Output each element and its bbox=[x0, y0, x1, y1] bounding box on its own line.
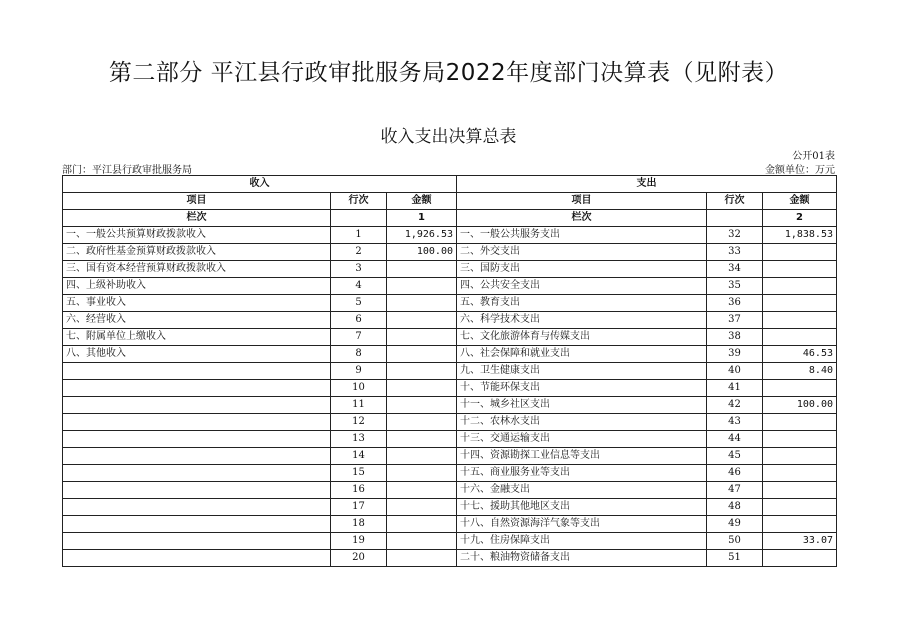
income-row-number: 19 bbox=[331, 533, 387, 550]
table-row bbox=[63, 516, 837, 533]
expense-amount: 1,838.53 bbox=[763, 227, 837, 244]
expense-item: 八、社会保障和就业支出 bbox=[457, 346, 707, 363]
expense-header: 支出 bbox=[457, 176, 837, 193]
expense-amount: 46.53 bbox=[763, 346, 837, 363]
expense-item: 七、文化旅游体育与传媒支出 bbox=[457, 329, 707, 346]
income-row-number: 5 bbox=[331, 295, 387, 312]
income-row-number: 10 bbox=[331, 380, 387, 397]
income-amount bbox=[387, 482, 457, 499]
table-row bbox=[63, 431, 837, 448]
expense-item: 二十、粮油物资储备支出 bbox=[457, 550, 707, 567]
income-row-number: 13 bbox=[331, 431, 387, 448]
income-amount bbox=[387, 278, 457, 295]
income-item-header: 项目 bbox=[63, 193, 331, 210]
expense-amount: 8.40 bbox=[763, 363, 837, 380]
expense-item: 二、外交支出 bbox=[457, 244, 707, 261]
expense-amount bbox=[763, 448, 837, 465]
income-row-number: 2 bbox=[331, 244, 387, 261]
income-row-number: 11 bbox=[331, 397, 387, 414]
income-item: 七、附属单位上缴收入 bbox=[63, 329, 331, 346]
expense-row-number: 34 bbox=[707, 261, 763, 278]
income-item: 八、其他收入 bbox=[63, 346, 331, 363]
income-row-number: 7 bbox=[331, 329, 387, 346]
expense-item: 十四、资源勘探工业信息等支出 bbox=[457, 448, 707, 465]
income-item bbox=[63, 448, 331, 465]
income-item bbox=[63, 516, 331, 533]
income-amount bbox=[387, 295, 457, 312]
income-amount bbox=[387, 431, 457, 448]
income-row-number: 16 bbox=[331, 482, 387, 499]
income-row-number: 6 bbox=[331, 312, 387, 329]
table-row bbox=[63, 533, 837, 550]
expense-index-blank bbox=[707, 210, 763, 227]
income-row-number: 20 bbox=[331, 550, 387, 567]
income-item: 四、上级补助收入 bbox=[63, 278, 331, 295]
column-index-row bbox=[63, 210, 837, 227]
expense-row-number: 45 bbox=[707, 448, 763, 465]
expense-item: 九、卫生健康支出 bbox=[457, 363, 707, 380]
expense-amount bbox=[763, 482, 837, 499]
income-amount bbox=[387, 397, 457, 414]
expense-row-number: 47 bbox=[707, 482, 763, 499]
income-item: 二、政府性基金预算财政拨款收入 bbox=[63, 244, 331, 261]
table-row bbox=[63, 380, 837, 397]
expense-index-label: 栏次 bbox=[457, 210, 707, 227]
income-row-number: 3 bbox=[331, 261, 387, 278]
table-row bbox=[63, 244, 837, 261]
section-header-row bbox=[63, 176, 837, 193]
income-row-number: 9 bbox=[331, 363, 387, 380]
expense-item: 十八、自然资源海洋气象等支出 bbox=[457, 516, 707, 533]
table-row bbox=[63, 227, 837, 244]
expense-row-number: 48 bbox=[707, 499, 763, 516]
table-row bbox=[63, 482, 837, 499]
income-item: 三、国有资本经营预算财政拨款收入 bbox=[63, 261, 331, 278]
income-amount bbox=[387, 550, 457, 567]
expense-row-number: 37 bbox=[707, 312, 763, 329]
table-row bbox=[63, 499, 837, 516]
income-index-blank bbox=[331, 210, 387, 227]
income-amount bbox=[387, 465, 457, 482]
income-amount bbox=[387, 448, 457, 465]
expense-item: 六、科学技术支出 bbox=[457, 312, 707, 329]
expense-row-number: 32 bbox=[707, 227, 763, 244]
expense-row-number: 51 bbox=[707, 550, 763, 567]
expense-item: 十七、援助其他地区支出 bbox=[457, 499, 707, 516]
expense-row-number: 49 bbox=[707, 516, 763, 533]
table-row bbox=[63, 448, 837, 465]
income-col-index: 1 bbox=[387, 210, 457, 227]
table-row bbox=[63, 397, 837, 414]
income-row-number: 4 bbox=[331, 278, 387, 295]
income-item: 五、事业收入 bbox=[63, 295, 331, 312]
expense-amount: 33.07 bbox=[763, 533, 837, 550]
table-row bbox=[63, 295, 837, 312]
expense-item: 十三、交通运输支出 bbox=[457, 431, 707, 448]
income-amount bbox=[387, 414, 457, 431]
income-item bbox=[63, 482, 331, 499]
income-row-number: 8 bbox=[331, 346, 387, 363]
expense-amount bbox=[763, 380, 837, 397]
expense-row-number: 39 bbox=[707, 346, 763, 363]
income-row-header: 行次 bbox=[331, 193, 387, 210]
income-amount bbox=[387, 346, 457, 363]
income-row-number: 15 bbox=[331, 465, 387, 482]
column-header-row bbox=[63, 193, 837, 210]
table-row bbox=[63, 414, 837, 431]
expense-row-number: 44 bbox=[707, 431, 763, 448]
expense-row-number: 40 bbox=[707, 363, 763, 380]
income-item bbox=[63, 397, 331, 414]
income-item bbox=[63, 499, 331, 516]
expense-row-number: 43 bbox=[707, 414, 763, 431]
expense-amount bbox=[763, 261, 837, 278]
expense-item: 三、国防支出 bbox=[457, 261, 707, 278]
expense-amount bbox=[763, 550, 837, 567]
expense-item: 十五、商业服务业等支出 bbox=[457, 465, 707, 482]
income-item bbox=[63, 465, 331, 482]
income-amount bbox=[387, 380, 457, 397]
table-row bbox=[63, 465, 837, 482]
income-amount bbox=[387, 499, 457, 516]
unit-label: 金额单位：万元 bbox=[765, 165, 835, 176]
income-header: 收入 bbox=[63, 176, 457, 193]
expense-amount bbox=[763, 244, 837, 261]
table-row bbox=[63, 363, 837, 380]
income-row-number: 17 bbox=[331, 499, 387, 516]
income-amount bbox=[387, 329, 457, 346]
income-amount bbox=[387, 261, 457, 278]
expense-amount bbox=[763, 295, 837, 312]
income-amount bbox=[387, 516, 457, 533]
expense-item: 十、节能环保支出 bbox=[457, 380, 707, 397]
table-row bbox=[63, 278, 837, 295]
department-label: 部门：平江县行政审批服务局 bbox=[62, 165, 192, 176]
table-row bbox=[63, 261, 837, 278]
income-amount: 100.00 bbox=[387, 244, 457, 261]
table-row bbox=[63, 346, 837, 363]
expense-item: 十六、金融支出 bbox=[457, 482, 707, 499]
income-item bbox=[63, 414, 331, 431]
income-row-number: 18 bbox=[331, 516, 387, 533]
expense-col-index: 2 bbox=[763, 210, 837, 227]
income-amount bbox=[387, 312, 457, 329]
expense-amount bbox=[763, 516, 837, 533]
income-row-number: 12 bbox=[331, 414, 387, 431]
expense-row-header: 行次 bbox=[707, 193, 763, 210]
table-title: 收入支出决算总表 bbox=[380, 127, 517, 147]
expense-item: 十二、农林水支出 bbox=[457, 414, 707, 431]
expense-amount bbox=[763, 329, 837, 346]
expense-row-number: 41 bbox=[707, 380, 763, 397]
page-title: 第二部分 平江县行政审批服务局2022年度部门决算表（见附表） bbox=[108, 60, 789, 86]
expense-item: 五、教育支出 bbox=[457, 295, 707, 312]
expense-item: 十一、城乡社区支出 bbox=[457, 397, 707, 414]
expense-row-number: 42 bbox=[707, 397, 763, 414]
income-item: 六、经营收入 bbox=[63, 312, 331, 329]
expense-amount bbox=[763, 465, 837, 482]
expense-amount bbox=[763, 414, 837, 431]
budget-table bbox=[62, 175, 837, 567]
expense-row-number: 33 bbox=[707, 244, 763, 261]
expense-row-number: 50 bbox=[707, 533, 763, 550]
expense-row-number: 36 bbox=[707, 295, 763, 312]
expense-item: 一、一般公共服务支出 bbox=[457, 227, 707, 244]
expense-amount bbox=[763, 278, 837, 295]
income-amount bbox=[387, 363, 457, 380]
income-amount: 1,926.53 bbox=[387, 227, 457, 244]
expense-amount bbox=[763, 499, 837, 516]
income-item bbox=[63, 363, 331, 380]
income-item bbox=[63, 533, 331, 550]
expense-row-number: 46 bbox=[707, 465, 763, 482]
income-item bbox=[63, 380, 331, 397]
expense-row-number: 35 bbox=[707, 278, 763, 295]
expense-amount bbox=[763, 312, 837, 329]
income-item bbox=[63, 550, 331, 567]
income-row-number: 14 bbox=[331, 448, 387, 465]
income-amount-header: 金额 bbox=[387, 193, 457, 210]
table-row bbox=[63, 550, 837, 567]
income-row-number: 1 bbox=[331, 227, 387, 244]
form-code: 公开01表 bbox=[792, 151, 835, 162]
expense-row-number: 38 bbox=[707, 329, 763, 346]
table-row bbox=[63, 312, 837, 329]
expense-item-header: 项目 bbox=[457, 193, 707, 210]
income-item: 一、一般公共预算财政拨款收入 bbox=[63, 227, 331, 244]
expense-amount-header: 金额 bbox=[763, 193, 837, 210]
income-index-label: 栏次 bbox=[63, 210, 331, 227]
expense-item: 十九、住房保障支出 bbox=[457, 533, 707, 550]
table-row bbox=[63, 329, 837, 346]
expense-item: 四、公共安全支出 bbox=[457, 278, 707, 295]
expense-amount bbox=[763, 431, 837, 448]
expense-amount: 100.00 bbox=[763, 397, 837, 414]
income-amount bbox=[387, 533, 457, 550]
income-item bbox=[63, 431, 331, 448]
